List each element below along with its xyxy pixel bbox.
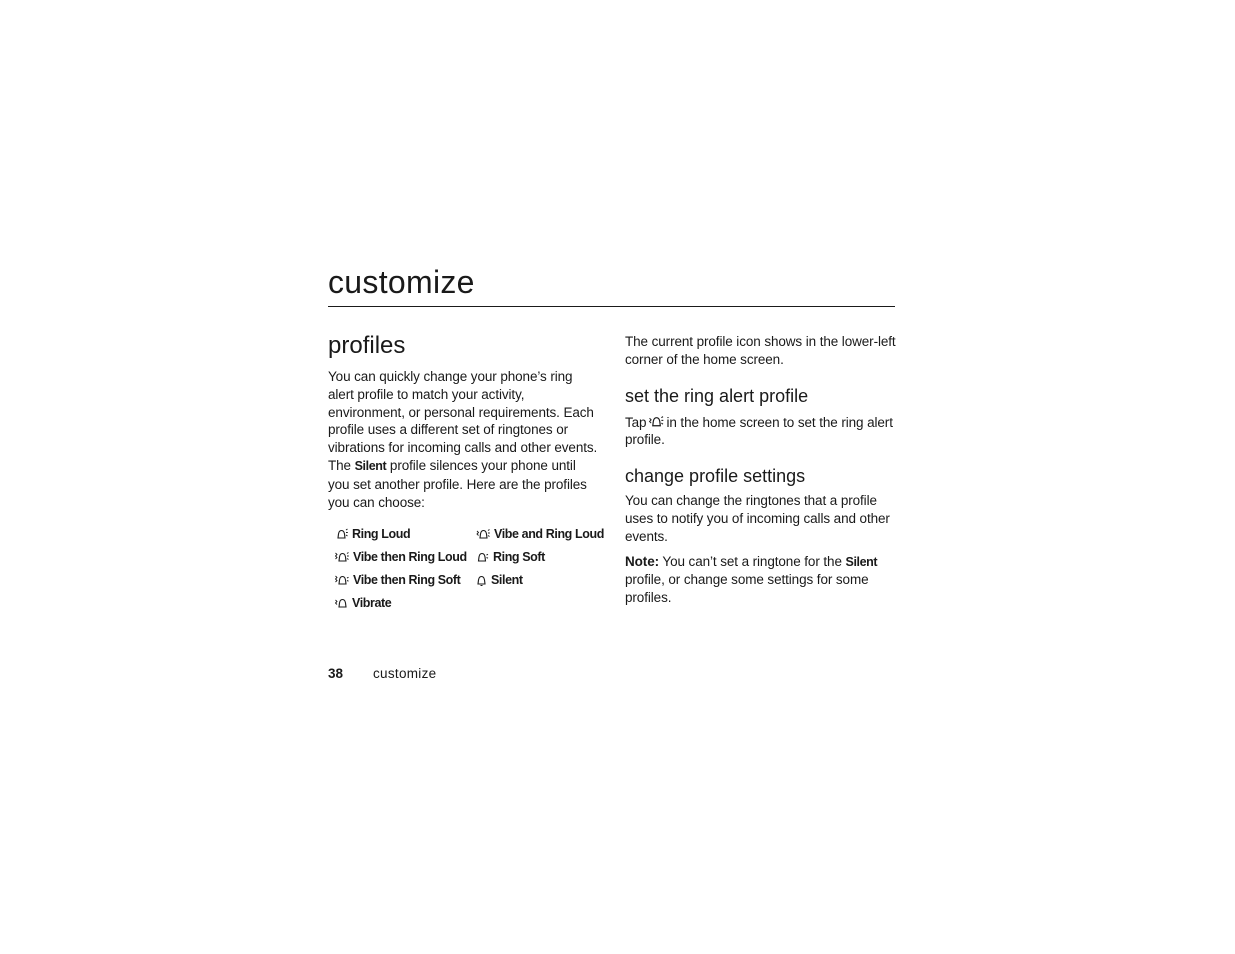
profiles-intro xyxy=(328,368,600,511)
silent-term: Silent xyxy=(354,458,387,473)
note-text-end: profile, or change some settings for some profiles. xyxy=(625,572,869,606)
vibe-then-ring-soft-icon xyxy=(335,574,349,587)
subsection-title-set-profile: set the ring alert profile xyxy=(625,385,809,406)
silent-icon xyxy=(476,574,487,587)
profile-ring-loud xyxy=(335,525,476,543)
ring-loud-icon xyxy=(335,528,348,541)
profile-label: Vibrate xyxy=(352,596,392,611)
right-column xyxy=(625,330,897,607)
profiles-list xyxy=(335,525,604,612)
profile-label: Vibe then Ring Loud xyxy=(353,550,467,565)
vibe-and-ring-loud-icon xyxy=(648,415,664,429)
profile-label: Vibe then Ring Soft xyxy=(353,573,461,588)
profile-vibe-then-ring-loud xyxy=(335,548,476,566)
left-column xyxy=(328,330,604,612)
set-profile-text-rest: in the home screen to set the ring alert profile. xyxy=(625,414,893,448)
tap-text: Tap xyxy=(625,414,647,430)
chapter-divider xyxy=(328,306,895,307)
vibrate-icon xyxy=(335,597,348,610)
subsection-title-change-settings: change profile settings xyxy=(625,466,806,487)
vibe-and-ring-loud-icon xyxy=(476,528,490,541)
set-profile-text xyxy=(625,414,897,450)
profile-vibrate xyxy=(335,594,476,612)
profile-vibe-then-ring-soft xyxy=(335,571,476,589)
change-settings-text: You can change the ringtones that a profile uses to notify you of incoming calls and other events. xyxy=(625,493,890,544)
profile-label: Ring Loud xyxy=(352,527,411,542)
section-title-profiles: profiles xyxy=(328,332,406,359)
ring-soft-icon xyxy=(476,551,489,564)
profile-label: Vibe and Ring Loud xyxy=(494,527,604,542)
vibe-then-ring-loud-icon xyxy=(335,551,349,564)
profile-ring-soft xyxy=(476,548,606,566)
note-text-start: You can’t set a ringtone for the xyxy=(662,553,842,569)
note-paragraph xyxy=(625,553,897,607)
note-label: Note: xyxy=(625,553,659,569)
profile-vibe-and-ring-loud xyxy=(476,525,606,543)
chapter-title: customize xyxy=(328,264,475,300)
intro-text-end: profile silences your phone until you set another profile. Here are the profiles you can choose: xyxy=(328,457,587,510)
page-number: 38 xyxy=(328,666,344,681)
profile-label: Silent xyxy=(491,573,523,588)
profile-silent xyxy=(476,571,606,589)
running-footer-title: customize xyxy=(373,666,437,681)
silent-term: Silent xyxy=(845,554,878,569)
profile-label: Ring Soft xyxy=(493,550,545,565)
intro-text-start: You can quickly change your phone’s ring alert profile to match your activity, environment, or personal requirements. Each profile uses a different set of ringtones or vibrations for incoming calls and other events. The xyxy=(328,369,598,473)
current-profile-intro: The current profile icon shows in the lower-left corner of the home screen. xyxy=(625,334,896,367)
